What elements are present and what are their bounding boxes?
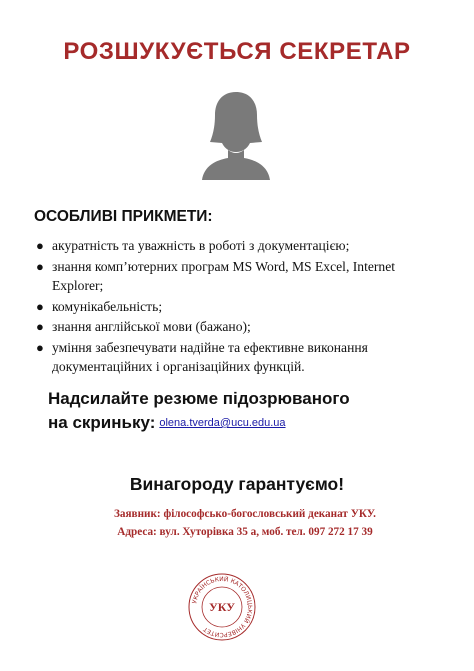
list-item xyxy=(34,297,444,317)
feature-text: акуратність та уважність в роботі з документацією; xyxy=(52,238,350,253)
person-silhouette-icon xyxy=(196,88,276,180)
list-item xyxy=(34,236,444,256)
feature-text: уміння забезпечувати надійне та ефективне виконання документаційних і організаційних функцій. xyxy=(52,339,368,374)
address-text: Адреса: вул. Хуторівка 35 а, моб. тел. 097 272 17 39 xyxy=(117,526,373,538)
features-list xyxy=(34,236,444,378)
send-line-2 xyxy=(48,411,448,435)
bullet-icon: ● xyxy=(36,339,44,355)
send-label: на скриньку: xyxy=(48,413,156,432)
list-item xyxy=(34,257,444,296)
reward-text: Винагороду гарантуємо! xyxy=(129,474,345,494)
send-resume-block xyxy=(48,387,448,435)
email-link[interactable]: olena.tverda@ucu.edu.ua xyxy=(159,417,286,429)
list-item xyxy=(34,338,444,377)
university-seal-icon xyxy=(187,572,257,642)
applicant-text: Заявник: філософсько-богословський деканат УКУ. xyxy=(114,508,376,520)
seal-text: УКРАЇНСЬКИЙ КАТОЛИЦЬКИЙ УНІВЕРСИТЕТ xyxy=(191,575,254,639)
bullet-icon: ● xyxy=(36,258,44,274)
features-heading: ОСОБЛИВІ ПРИКМЕТИ: xyxy=(34,208,213,225)
bullet-icon: ● xyxy=(36,238,44,253)
page-title: РОЗШУКУЄТЬСЯ СЕКРЕТАР xyxy=(63,38,411,65)
send-line-1: Надсилайте резюме підозрюваного xyxy=(48,389,350,408)
list-item xyxy=(34,317,444,337)
feature-text: знання комп’ютерних програм MS Word, MS Excel, Internet Explorer; xyxy=(52,258,396,293)
seal-monogram: УКУ xyxy=(208,600,236,614)
bullet-icon: ● xyxy=(36,298,44,314)
feature-text: знання англійської мови (бажано); xyxy=(52,319,251,334)
feature-text: комунікабельність; xyxy=(52,298,163,314)
bullet-icon: ● xyxy=(36,319,44,334)
